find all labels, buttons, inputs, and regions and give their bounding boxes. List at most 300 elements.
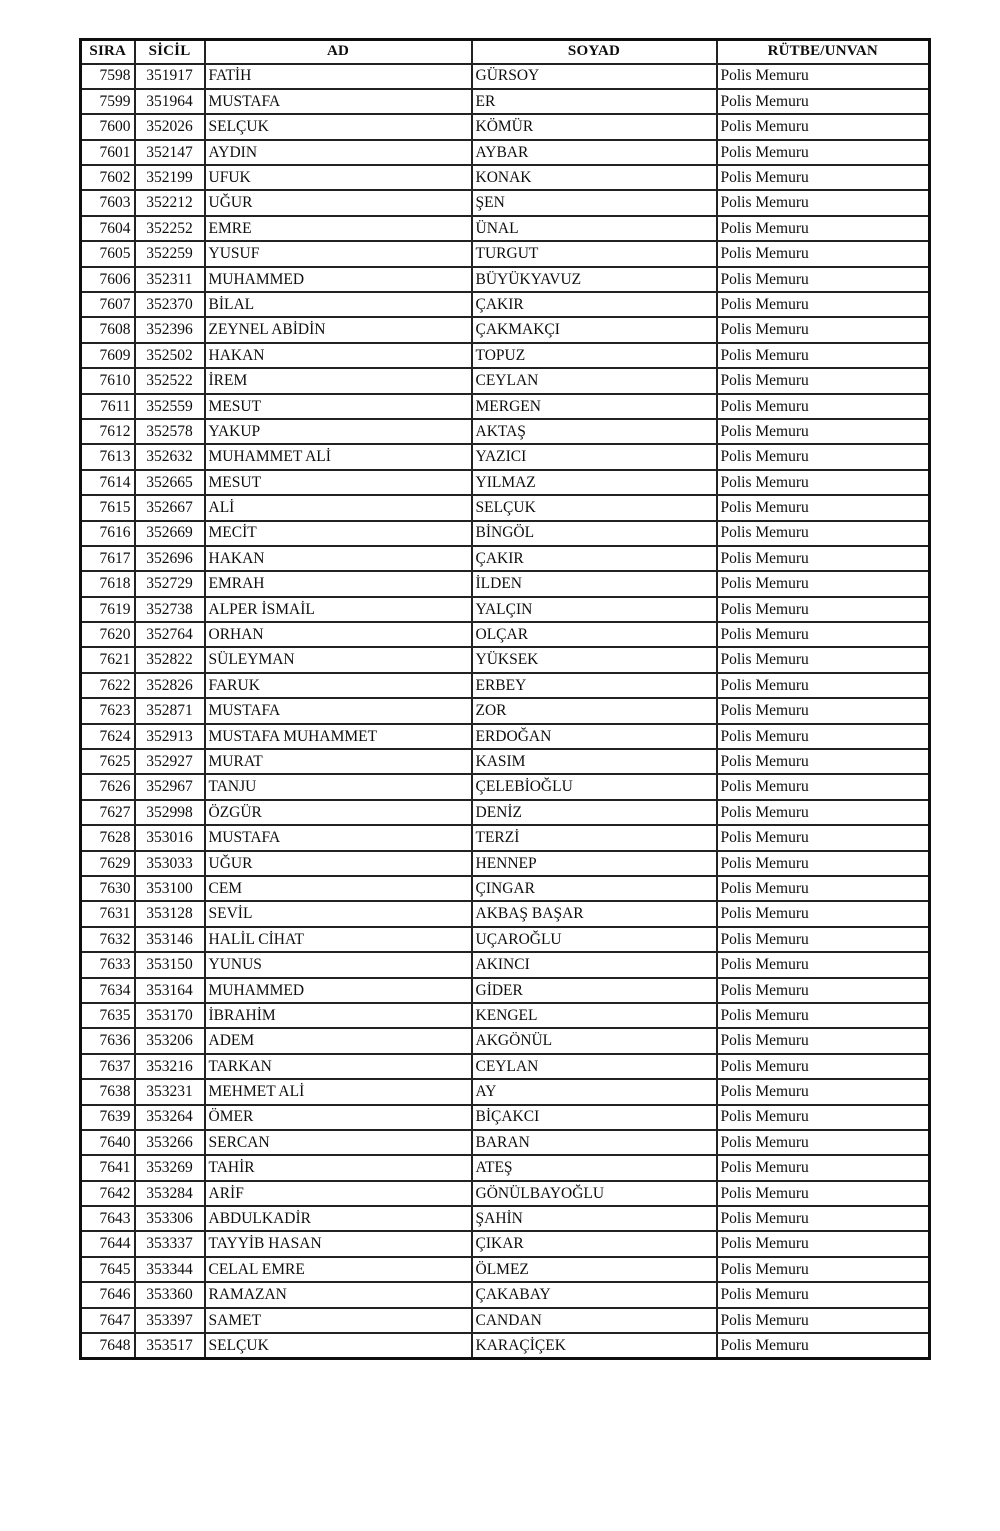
cell-ad: YUNUS — [205, 952, 472, 977]
table-row — [81, 825, 930, 850]
cell-soyad: GİDER — [472, 978, 717, 1003]
cell-soyad: BİNGÖL — [472, 521, 717, 546]
cell-soyad: AY — [472, 1079, 717, 1104]
table-row — [81, 419, 930, 444]
cell-rutbe: Polis Memuru — [717, 267, 930, 292]
table-row — [81, 1054, 930, 1079]
cell-rutbe: Polis Memuru — [717, 241, 930, 266]
table-row — [81, 292, 930, 317]
table-row — [81, 470, 930, 495]
cell-soyad: AYBAR — [472, 140, 717, 165]
cell-sira: 7603 — [81, 190, 135, 215]
cell-sicil: 352913 — [135, 724, 205, 749]
cell-rutbe: Polis Memuru — [717, 140, 930, 165]
table-row — [81, 876, 930, 901]
cell-ad: EMRAH — [205, 571, 472, 596]
table-row — [81, 1028, 930, 1053]
cell-sicil: 353216 — [135, 1054, 205, 1079]
cell-ad: MUSTAFA — [205, 89, 472, 114]
cell-rutbe: Polis Memuru — [717, 1231, 930, 1256]
cell-rutbe: Polis Memuru — [717, 698, 930, 723]
cell-sicil: 353266 — [135, 1130, 205, 1155]
cell-soyad: ÇIKAR — [472, 1231, 717, 1256]
cell-soyad: AKINCI — [472, 952, 717, 977]
cell-sicil: 352764 — [135, 622, 205, 647]
cell-sira: 7643 — [81, 1206, 135, 1231]
cell-rutbe: Polis Memuru — [717, 1257, 930, 1282]
cell-soyad: AKTAŞ — [472, 419, 717, 444]
cell-rutbe: Polis Memuru — [717, 1308, 930, 1333]
cell-soyad: BARAN — [472, 1130, 717, 1155]
cell-sira: 7630 — [81, 876, 135, 901]
table-row — [81, 1130, 930, 1155]
cell-sira: 7620 — [81, 622, 135, 647]
cell-soyad: DENİZ — [472, 800, 717, 825]
cell-sicil: 352998 — [135, 800, 205, 825]
cell-sicil: 351917 — [135, 64, 205, 89]
cell-ad: SÜLEYMAN — [205, 647, 472, 672]
cell-sira: 7638 — [81, 1079, 135, 1104]
table-row — [81, 546, 930, 571]
cell-ad: AYDIN — [205, 140, 472, 165]
cell-sicil: 353033 — [135, 851, 205, 876]
cell-rutbe: Polis Memuru — [717, 521, 930, 546]
cell-soyad: YILMAZ — [472, 470, 717, 495]
cell-sicil: 352665 — [135, 470, 205, 495]
table-row — [81, 927, 930, 952]
cell-sira: 7627 — [81, 800, 135, 825]
cell-sira: 7606 — [81, 267, 135, 292]
cell-sicil: 352212 — [135, 190, 205, 215]
cell-ad: CELAL EMRE — [205, 1257, 472, 1282]
cell-ad: FARUK — [205, 673, 472, 698]
cell-rutbe: Polis Memuru — [717, 774, 930, 799]
cell-ad: MECİT — [205, 521, 472, 546]
cell-ad: HAKAN — [205, 546, 472, 571]
column-header-sira: SIRA — [81, 40, 135, 64]
table-row — [81, 597, 930, 622]
table-row — [81, 978, 930, 1003]
cell-ad: TAHİR — [205, 1155, 472, 1180]
cell-rutbe: Polis Memuru — [717, 1333, 930, 1358]
cell-ad: MUSTAFA MUHAMMET — [205, 724, 472, 749]
cell-sicil: 352026 — [135, 114, 205, 139]
cell-ad: ZEYNEL ABİDİN — [205, 317, 472, 342]
cell-ad: SAMET — [205, 1308, 472, 1333]
table-row — [81, 1257, 930, 1282]
table-row — [81, 216, 930, 241]
cell-ad: RAMAZAN — [205, 1282, 472, 1307]
table-row — [81, 800, 930, 825]
column-header-ad: AD — [205, 40, 472, 64]
table-row — [81, 89, 930, 114]
cell-soyad: ÇINGAR — [472, 876, 717, 901]
table-row — [81, 343, 930, 368]
cell-rutbe: Polis Memuru — [717, 444, 930, 469]
cell-ad: MURAT — [205, 749, 472, 774]
cell-rutbe: Polis Memuru — [717, 394, 930, 419]
header-row — [81, 40, 930, 64]
cell-sira: 7622 — [81, 673, 135, 698]
cell-rutbe: Polis Memuru — [717, 1003, 930, 1028]
cell-soyad: KÖMÜR — [472, 114, 717, 139]
cell-sicil: 353100 — [135, 876, 205, 901]
cell-ad: EMRE — [205, 216, 472, 241]
cell-sira: 7614 — [81, 470, 135, 495]
cell-soyad: AKGÖNÜL — [472, 1028, 717, 1053]
cell-rutbe: Polis Memuru — [717, 64, 930, 89]
table-row — [81, 1003, 930, 1028]
cell-rutbe: Polis Memuru — [717, 495, 930, 520]
cell-ad: FATİH — [205, 64, 472, 89]
cell-sicil: 352696 — [135, 546, 205, 571]
cell-ad: ÖZGÜR — [205, 800, 472, 825]
table-row — [81, 1231, 930, 1256]
cell-sicil: 353360 — [135, 1282, 205, 1307]
cell-sicil: 352252 — [135, 216, 205, 241]
cell-rutbe: Polis Memuru — [717, 673, 930, 698]
cell-ad: YUSUF — [205, 241, 472, 266]
cell-sira: 7624 — [81, 724, 135, 749]
cell-sira: 7628 — [81, 825, 135, 850]
cell-rutbe: Polis Memuru — [717, 419, 930, 444]
cell-sira: 7645 — [81, 1257, 135, 1282]
cell-soyad: ÇAKMAKÇI — [472, 317, 717, 342]
table-row — [81, 394, 930, 419]
table-row — [81, 1105, 930, 1130]
table-row — [81, 495, 930, 520]
cell-sira: 7608 — [81, 317, 135, 342]
cell-ad: TAYYİB HASAN — [205, 1231, 472, 1256]
cell-sicil: 353344 — [135, 1257, 205, 1282]
table-row — [81, 368, 930, 393]
cell-soyad: ÖLMEZ — [472, 1257, 717, 1282]
cell-soyad: ÇAKIR — [472, 292, 717, 317]
cell-sira: 7635 — [81, 1003, 135, 1028]
cell-sira: 7600 — [81, 114, 135, 139]
cell-ad: ORHAN — [205, 622, 472, 647]
cell-sira: 7646 — [81, 1282, 135, 1307]
table-row — [81, 571, 930, 596]
table-row — [81, 673, 930, 698]
cell-sira: 7605 — [81, 241, 135, 266]
cell-sicil: 353517 — [135, 1333, 205, 1358]
cell-rutbe: Polis Memuru — [717, 89, 930, 114]
cell-soyad: GÖNÜLBAYOĞLU — [472, 1181, 717, 1206]
cell-rutbe: Polis Memuru — [717, 597, 930, 622]
table-row — [81, 64, 930, 89]
cell-soyad: BİÇAKCI — [472, 1105, 717, 1130]
cell-sira: 7610 — [81, 368, 135, 393]
cell-sicil: 352147 — [135, 140, 205, 165]
cell-sicil: 353164 — [135, 978, 205, 1003]
cell-sicil: 352259 — [135, 241, 205, 266]
cell-soyad: TOPUZ — [472, 343, 717, 368]
cell-soyad: ERBEY — [472, 673, 717, 698]
cell-ad: MUHAMMET ALİ — [205, 444, 472, 469]
cell-sicil: 351964 — [135, 89, 205, 114]
cell-sira: 7631 — [81, 901, 135, 926]
table-row — [81, 1308, 930, 1333]
cell-ad: HAKAN — [205, 343, 472, 368]
table-row — [81, 622, 930, 647]
cell-ad: MESUT — [205, 470, 472, 495]
cell-soyad: SELÇUK — [472, 495, 717, 520]
cell-ad: SEVİL — [205, 901, 472, 926]
cell-sicil: 352396 — [135, 317, 205, 342]
table-row — [81, 521, 930, 546]
cell-sira: 7634 — [81, 978, 135, 1003]
cell-sicil: 353146 — [135, 927, 205, 952]
cell-sira: 7616 — [81, 521, 135, 546]
cell-soyad: ÜNAL — [472, 216, 717, 241]
cell-ad: UĞUR — [205, 851, 472, 876]
cell-soyad: KENGEL — [472, 1003, 717, 1028]
cell-sira: 7621 — [81, 647, 135, 672]
cell-rutbe: Polis Memuru — [717, 901, 930, 926]
cell-soyad: KONAK — [472, 165, 717, 190]
cell-sira: 7641 — [81, 1155, 135, 1180]
cell-sira: 7604 — [81, 216, 135, 241]
column-header-rutbe: RÜTBE/UNVAN — [717, 40, 930, 64]
cell-sira: 7625 — [81, 749, 135, 774]
cell-sicil: 353269 — [135, 1155, 205, 1180]
cell-soyad: ÇAKIR — [472, 546, 717, 571]
cell-rutbe: Polis Memuru — [717, 800, 930, 825]
cell-rutbe: Polis Memuru — [717, 546, 930, 571]
cell-rutbe: Polis Memuru — [717, 749, 930, 774]
table-row — [81, 724, 930, 749]
cell-rutbe: Polis Memuru — [717, 647, 930, 672]
cell-sira: 7623 — [81, 698, 135, 723]
cell-soyad: ZOR — [472, 698, 717, 723]
cell-sira: 7626 — [81, 774, 135, 799]
cell-ad: TANJU — [205, 774, 472, 799]
cell-sira: 7611 — [81, 394, 135, 419]
cell-sicil: 352871 — [135, 698, 205, 723]
cell-sicil: 352826 — [135, 673, 205, 698]
cell-sira: 7615 — [81, 495, 135, 520]
cell-rutbe: Polis Memuru — [717, 851, 930, 876]
cell-ad: TARKAN — [205, 1054, 472, 1079]
cell-ad: CEM — [205, 876, 472, 901]
cell-ad: İREM — [205, 368, 472, 393]
cell-sira: 7644 — [81, 1231, 135, 1256]
cell-soyad: YAZICI — [472, 444, 717, 469]
cell-sira: 7629 — [81, 851, 135, 876]
cell-sicil: 352632 — [135, 444, 205, 469]
cell-sicil: 353264 — [135, 1105, 205, 1130]
cell-soyad: İLDEN — [472, 571, 717, 596]
table-row — [81, 952, 930, 977]
cell-sicil: 352738 — [135, 597, 205, 622]
cell-sicil: 353306 — [135, 1206, 205, 1231]
cell-soyad: ŞAHİN — [472, 1206, 717, 1231]
cell-rutbe: Polis Memuru — [717, 1155, 930, 1180]
cell-sicil: 352311 — [135, 267, 205, 292]
table-row — [81, 901, 930, 926]
cell-soyad: TURGUT — [472, 241, 717, 266]
table-row — [81, 267, 930, 292]
cell-rutbe: Polis Memuru — [717, 571, 930, 596]
cell-rutbe: Polis Memuru — [717, 1282, 930, 1307]
column-header-soyad: SOYAD — [472, 40, 717, 64]
cell-rutbe: Polis Memuru — [717, 1181, 930, 1206]
cell-sira: 7599 — [81, 89, 135, 114]
cell-soyad: MERGEN — [472, 394, 717, 419]
cell-sicil: 352822 — [135, 647, 205, 672]
cell-ad: BİLAL — [205, 292, 472, 317]
cell-sicil: 352667 — [135, 495, 205, 520]
cell-rutbe: Polis Memuru — [717, 190, 930, 215]
cell-rutbe: Polis Memuru — [717, 952, 930, 977]
cell-soyad: AKBAŞ BAŞAR — [472, 901, 717, 926]
cell-ad: UĞUR — [205, 190, 472, 215]
table-row — [81, 774, 930, 799]
cell-ad: SELÇUK — [205, 114, 472, 139]
cell-soyad: HENNEP — [472, 851, 717, 876]
cell-soyad: CANDAN — [472, 1308, 717, 1333]
cell-ad: SELÇUK — [205, 1333, 472, 1358]
cell-rutbe: Polis Memuru — [717, 1105, 930, 1130]
cell-sira: 7632 — [81, 927, 135, 952]
cell-sira: 7647 — [81, 1308, 135, 1333]
cell-ad: MUHAMMED — [205, 267, 472, 292]
cell-rutbe: Polis Memuru — [717, 1130, 930, 1155]
cell-ad: MUSTAFA — [205, 698, 472, 723]
cell-soyad: YALÇIN — [472, 597, 717, 622]
table-row — [81, 698, 930, 723]
cell-ad: SERCAN — [205, 1130, 472, 1155]
cell-ad: UFUK — [205, 165, 472, 190]
cell-ad: ÖMER — [205, 1105, 472, 1130]
cell-sira: 7607 — [81, 292, 135, 317]
cell-sira: 7642 — [81, 1181, 135, 1206]
table-row — [81, 1079, 930, 1104]
cell-sicil: 353397 — [135, 1308, 205, 1333]
cell-sicil: 353231 — [135, 1079, 205, 1104]
table-row — [81, 1155, 930, 1180]
cell-ad: ARİF — [205, 1181, 472, 1206]
cell-soyad: ATEŞ — [472, 1155, 717, 1180]
cell-soyad: ER — [472, 89, 717, 114]
cell-sicil: 353170 — [135, 1003, 205, 1028]
cell-soyad: KASIM — [472, 749, 717, 774]
table-row — [81, 1333, 930, 1358]
cell-sicil: 352199 — [135, 165, 205, 190]
cell-rutbe: Polis Memuru — [717, 165, 930, 190]
personnel-table — [79, 38, 931, 1360]
cell-ad: MUHAMMED — [205, 978, 472, 1003]
table-row — [81, 317, 930, 342]
cell-ad: MUSTAFA — [205, 825, 472, 850]
cell-sicil: 353016 — [135, 825, 205, 850]
cell-sicil: 353150 — [135, 952, 205, 977]
cell-sicil: 352927 — [135, 749, 205, 774]
cell-rutbe: Polis Memuru — [717, 876, 930, 901]
cell-rutbe: Polis Memuru — [717, 317, 930, 342]
table-row — [81, 647, 930, 672]
cell-sira: 7602 — [81, 165, 135, 190]
cell-rutbe: Polis Memuru — [717, 724, 930, 749]
cell-sira: 7601 — [81, 140, 135, 165]
table-row — [81, 114, 930, 139]
cell-rutbe: Polis Memuru — [717, 1079, 930, 1104]
cell-soyad: YÜKSEK — [472, 647, 717, 672]
cell-sicil: 352578 — [135, 419, 205, 444]
cell-sicil: 352522 — [135, 368, 205, 393]
table-row — [81, 165, 930, 190]
cell-ad: YAKUP — [205, 419, 472, 444]
cell-sira: 7633 — [81, 952, 135, 977]
cell-sira: 7609 — [81, 343, 135, 368]
cell-sira: 7613 — [81, 444, 135, 469]
cell-rutbe: Polis Memuru — [717, 1028, 930, 1053]
cell-rutbe: Polis Memuru — [717, 1054, 930, 1079]
cell-soyad: GÜRSOY — [472, 64, 717, 89]
cell-sira: 7636 — [81, 1028, 135, 1053]
cell-sira: 7637 — [81, 1054, 135, 1079]
table-row — [81, 1282, 930, 1307]
table-row — [81, 749, 930, 774]
cell-sira: 7639 — [81, 1105, 135, 1130]
table-row — [81, 851, 930, 876]
cell-soyad: CEYLAN — [472, 368, 717, 393]
cell-ad: ADEM — [205, 1028, 472, 1053]
cell-sicil: 353337 — [135, 1231, 205, 1256]
cell-sicil: 352669 — [135, 521, 205, 546]
cell-soyad: BÜYÜKYAVUZ — [472, 267, 717, 292]
cell-ad: HALİL CİHAT — [205, 927, 472, 952]
cell-sicil: 352370 — [135, 292, 205, 317]
cell-sira: 7612 — [81, 419, 135, 444]
table-row — [81, 444, 930, 469]
cell-sira: 7640 — [81, 1130, 135, 1155]
cell-sira: 7619 — [81, 597, 135, 622]
cell-sicil: 353284 — [135, 1181, 205, 1206]
cell-rutbe: Polis Memuru — [717, 292, 930, 317]
cell-rutbe: Polis Memuru — [717, 825, 930, 850]
cell-rutbe: Polis Memuru — [717, 622, 930, 647]
cell-ad: MEHMET ALİ — [205, 1079, 472, 1104]
cell-soyad: ÇAKABAY — [472, 1282, 717, 1307]
cell-rutbe: Polis Memuru — [717, 978, 930, 1003]
cell-sicil: 352559 — [135, 394, 205, 419]
cell-sira: 7617 — [81, 546, 135, 571]
cell-ad: MESUT — [205, 394, 472, 419]
cell-ad: ALİ — [205, 495, 472, 520]
cell-rutbe: Polis Memuru — [717, 216, 930, 241]
cell-rutbe: Polis Memuru — [717, 114, 930, 139]
cell-soyad: CEYLAN — [472, 1054, 717, 1079]
table-row — [81, 140, 930, 165]
cell-sira: 7648 — [81, 1333, 135, 1358]
table-row — [81, 241, 930, 266]
cell-sicil: 352967 — [135, 774, 205, 799]
cell-soyad: TERZİ — [472, 825, 717, 850]
cell-soyad: ÇELEBİOĞLU — [472, 774, 717, 799]
cell-sira: 7598 — [81, 64, 135, 89]
cell-soyad: KARAÇİÇEK — [472, 1333, 717, 1358]
table-row — [81, 190, 930, 215]
cell-rutbe: Polis Memuru — [717, 470, 930, 495]
table-header — [81, 40, 930, 64]
column-header-sicil: SİCİL — [135, 40, 205, 64]
cell-sicil: 352502 — [135, 343, 205, 368]
cell-sicil: 352729 — [135, 571, 205, 596]
cell-rutbe: Polis Memuru — [717, 1206, 930, 1231]
table-row — [81, 1206, 930, 1231]
